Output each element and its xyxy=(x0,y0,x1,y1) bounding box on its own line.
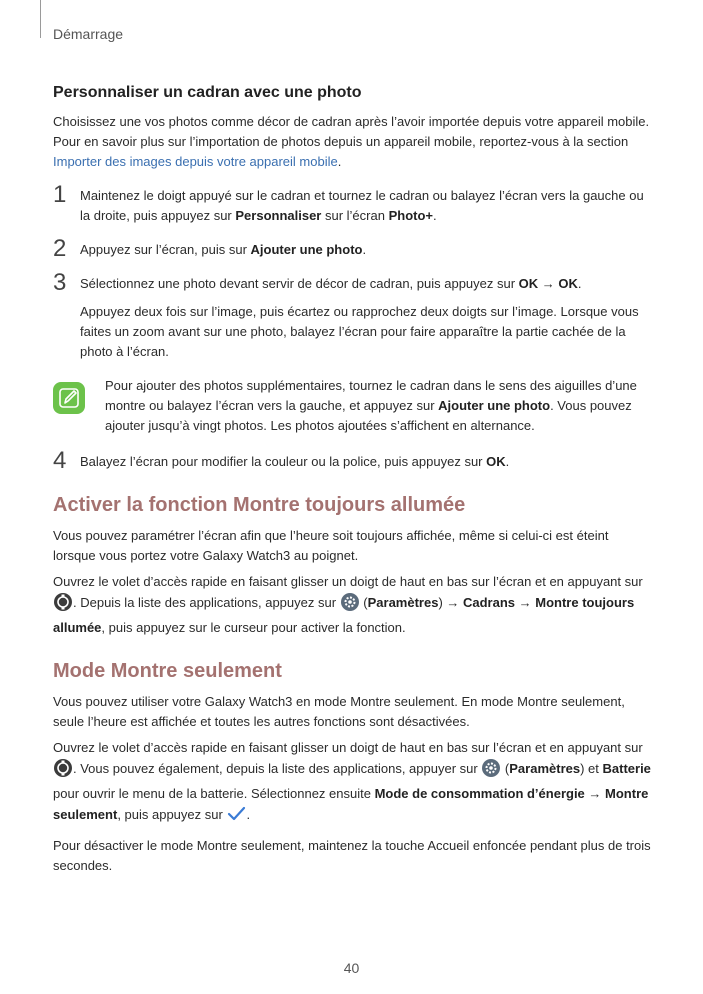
section-watch-only xyxy=(53,658,653,876)
note-pencil-icon xyxy=(53,382,85,414)
step-1: 1 Maintenez le doigt appuyé sur le cadran et tournez le cadran ou balayez l’écran vers la gauche ou la droite, puis appuyez sur Personnaliser sur l’écran Photo+. xyxy=(53,181,644,223)
settings-gear-icon xyxy=(340,592,360,618)
step-number: 4 xyxy=(53,447,67,474)
step-3: 3 Sélectionnez une photo devant servir de décor de cadran, puis appuyez sur OK → OK. Appuyez deux fois sur l’image, puis écartez ou rapprochez deux doigts sur l’image. Lorsque vous faites un zoom avant sur une photo, balayez l’écran pour faire apparaître la partie cachée de la photo à l’écran. xyxy=(53,274,653,362)
section-always-on xyxy=(53,492,653,638)
step-number: 3 xyxy=(53,269,67,296)
section-intro: Choisissez une vos photos comme décor de cadran après l’avoir importée depuis votre appareil mobile. Pour en savoir plus sur l’importation de photos depuis un appareil mobile, reportez-vous à la section Importer des images depuis votre appareil mobile. xyxy=(53,114,650,169)
watch-only-icon xyxy=(53,592,73,618)
import-images-link[interactable]: Importer des images depuis votre appareil mobile xyxy=(53,154,338,169)
step-4: 4 Balayez l’écran pour modifier la couleur ou la police, puis appuyez sur OK. xyxy=(53,447,510,474)
always-on-steps: Ouvrez le volet d’accès rapide en faisant glisser un doigt de haut en bas sur l’écran et en appuyant sur . Depuis la liste des applications, appuyez sur (Paramètres) → Cadrans → Montre toujours allumée, puis appuyez sur le curseur pour activer la fonction. xyxy=(53,574,643,635)
watch-only-disable: Pour désactiver le mode Montre seulement, maintenez la touche Accueil enfoncée pendant plus de trois secondes. xyxy=(53,838,651,873)
page-number: 40 xyxy=(343,960,360,976)
settings-gear-icon xyxy=(481,758,501,784)
step-number: 2 xyxy=(53,235,67,262)
note-box: Pour ajouter des photos supplémentaires, tournez le cadran dans le sens des aiguilles d’une montre ou balayez l’écran vers la gauche, et appuyez sur Ajouter une photo. Vous pouvez ajouter jusqu’à vingt photos. Les photos ajoutées s’affichent en alternance. xyxy=(53,376,653,436)
always-on-intro: Vous pouvez paramétrer l’écran afin que l’heure soit toujours affichée, même si celui-ci est éteint lorsque vous portez votre Galaxy Watch3 au poignet. xyxy=(53,528,609,563)
page-content xyxy=(53,82,653,882)
section-title-always-on: Activer la fonction Montre toujours allumée xyxy=(53,494,466,516)
page-header: Démarrage xyxy=(53,26,124,42)
watch-only-steps: Ouvrez le volet d’accès rapide en faisant glisser un doigt de haut en bas sur l’écran et en appuyant sur . Vous pouvez également, depuis la liste des applications, appuyer sur (Paramètres) et Batterie pour ouvrir le menu de la batterie. Sélectionnez ensuite Mode de consommation d’énergie → Montre seulement, puis appuyez sur . xyxy=(53,738,653,830)
step-3-detail: Appuyez deux fois sur l’image, puis écartez ou rapprochez deux doigts sur l’image. Lorsque vous faites un zoom avant sur une photo, balayez l’écran pour faire apparaître la partie cachée de la photo à l’écran. xyxy=(80,304,639,359)
checkmark-icon xyxy=(226,804,246,830)
section-title-watch-only: Mode Montre seulement xyxy=(53,660,282,682)
step-2: 2 Appuyez sur l’écran, puis sur Ajouter une photo. xyxy=(53,235,367,262)
watch-only-icon xyxy=(53,758,73,784)
step-number: 1 xyxy=(53,181,67,208)
side-rule xyxy=(40,0,41,38)
watch-only-intro: Vous pouvez utiliser votre Galaxy Watch3 en mode Montre seulement. En mode Montre seulement, seule l’heure est affichée et toutes les autres fonctions sont désactivées. xyxy=(53,694,625,729)
section-title-personalize: Personnaliser un cadran avec une photo xyxy=(53,84,362,101)
